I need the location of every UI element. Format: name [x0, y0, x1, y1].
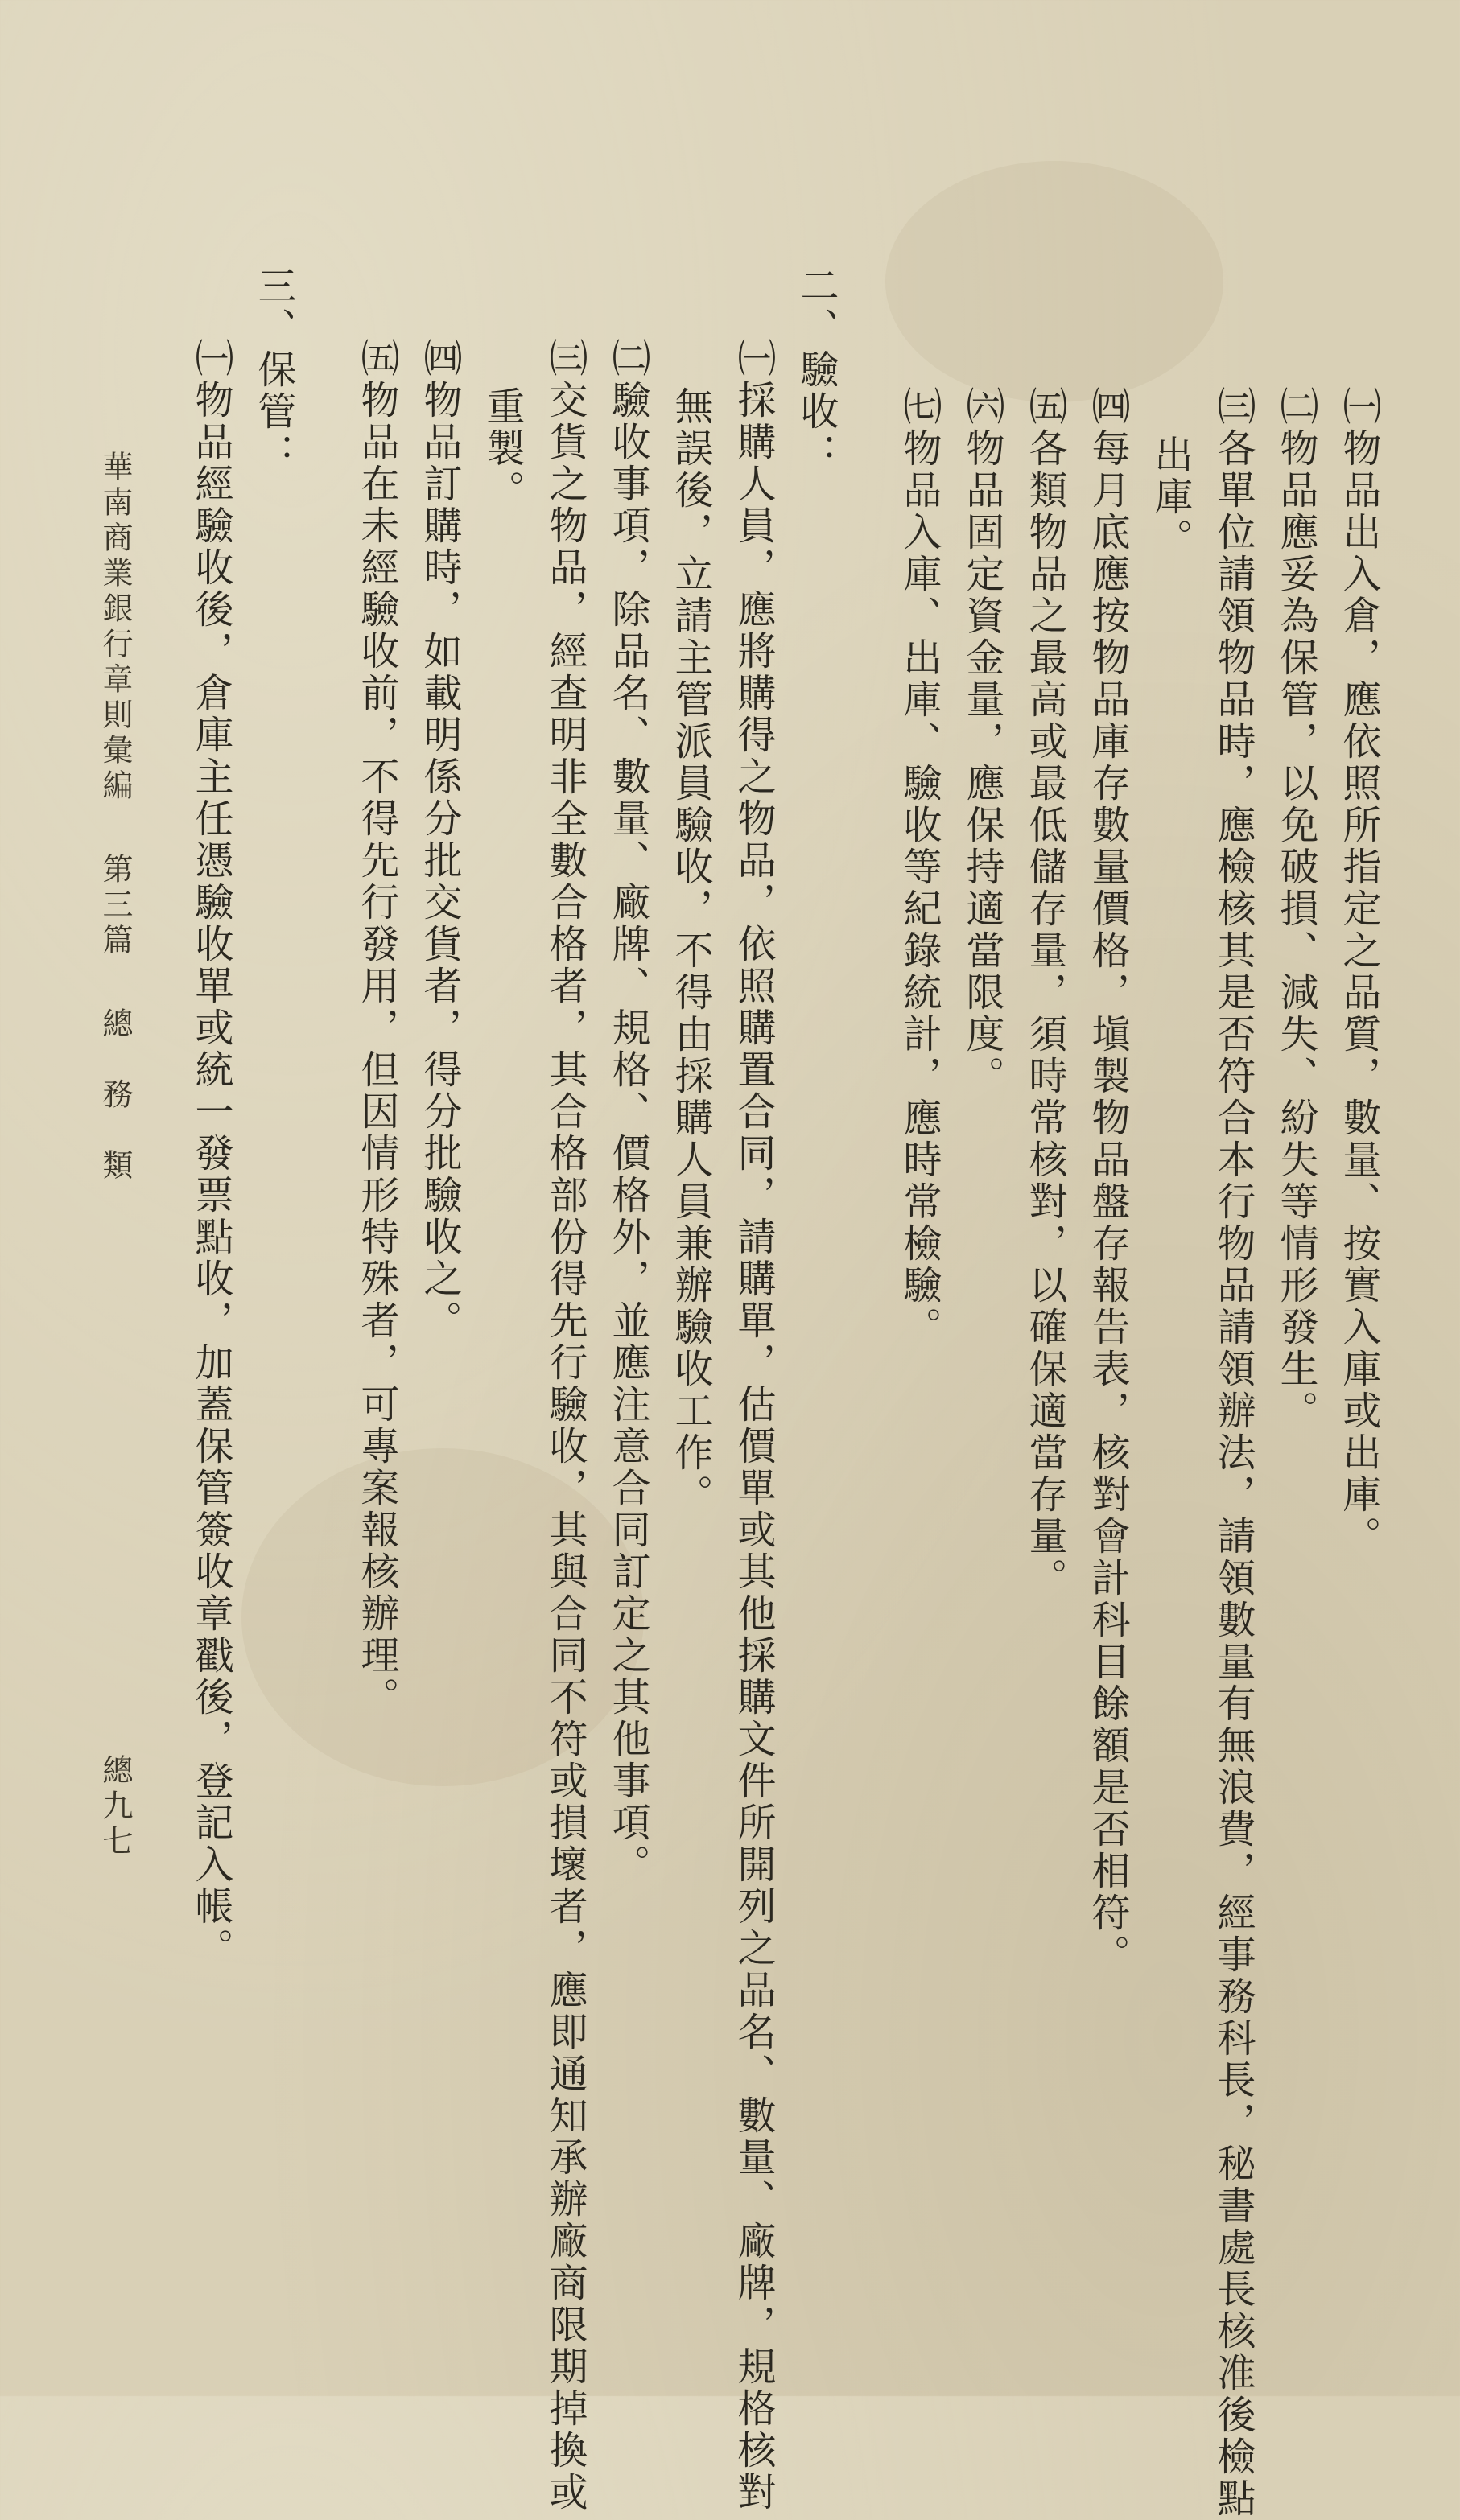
section-heading-2: 二、驗收：: [794, 266, 839, 475]
text-column-3: ㈢各單位請領物品時，應檢核其是否符合本行物品請領辦法，請領數量有無浪費，經事務科長，秘書處長核准後檢點: [1210, 386, 1256, 2520]
text-column-1: ㈠物品出入倉，應依照所指定之品質，數量、按實入庫或出庫。: [1336, 386, 1381, 1558]
text-column-16: ㈠物品經驗收後，倉庫主任憑驗收單或統一發票點收，加蓋保管簽收章戳後，登記入帳。: [188, 338, 233, 1970]
text-column-10: 無誤後，立請主管派員驗收，不得由採購人員兼辦驗收工作。: [668, 386, 713, 1516]
text-column-6: ㈤各類物品之最高或最低儲存量，須時常核對，以確保適當存量。: [1022, 386, 1067, 1600]
page-number: 總九七: [97, 1754, 133, 1860]
text-column-15: ㈤物品在未經驗收前，不得先行發用，但因情形特殊者，可專案報核辦理。: [354, 338, 399, 1719]
text-column-4: 出庫。: [1148, 434, 1193, 560]
text-column-11: ㈡驗收事項，除品名、數量、廠牌、規格、價格外，並應注意合同訂定之其他事項。: [605, 338, 650, 1886]
text-column-12: ㈢交貨之物品，經查明非全數合格者，其合格部份得先行驗收，其與合同不符或損壞者，應即通知承辦廠商限期掉換或: [542, 338, 588, 2514]
footer-book-title: [97, 451, 133, 1184]
footer-book: 華南商業銀行章則彙編: [97, 451, 133, 805]
text-column-2: ㈡物品應妥為保管，以免破損、減失、紛失等情形發生。: [1273, 386, 1318, 1432]
text-column-5: ㈣每月底應按物品庫存數量價格，塡製物品盤存報告表，核對會計科目餘額是否相符。: [1085, 386, 1130, 1976]
paper-stain: [885, 161, 1223, 402]
footer-part: 第三篇: [97, 853, 133, 959]
text-column-13: 重製。: [480, 386, 525, 512]
text-column-8: ㈦物品入庫、出庫、驗收等紀錄統計，應時常檢驗。: [897, 386, 942, 1349]
section-heading-3: 三、保管：: [251, 266, 296, 475]
text-column-14: ㈣物品訂購時，如載明係分批交貨者，得分批驗收之。: [417, 338, 462, 1342]
text-column-7: ㈥物品固定資金量，應保持適當限度。: [959, 386, 1004, 1097]
footer-category: 總 務 類: [97, 1007, 133, 1184]
text-column-9: ㈠採購人員，應將購得之物品，依照購置合同，請購單，估價單或其他採購文件所開列之品名、數量、廠牌，規格核對: [731, 338, 776, 2514]
